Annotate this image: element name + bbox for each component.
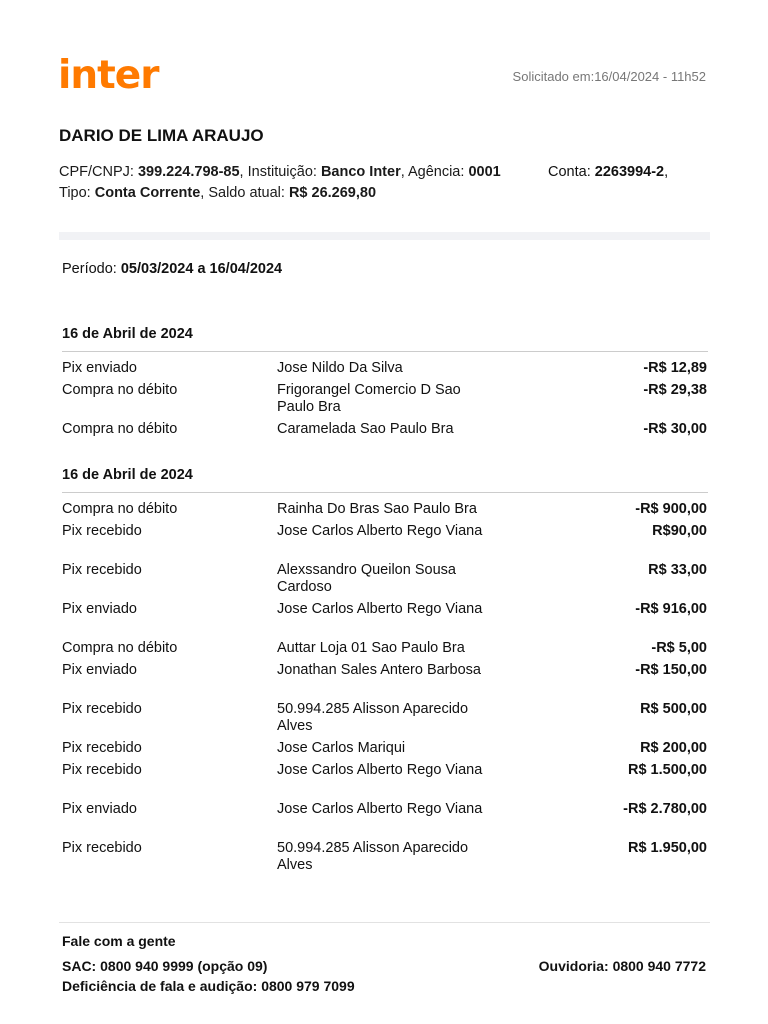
transaction-row <box>62 601 708 640</box>
section-date-title: 16 de Abril de 2024 <box>62 325 708 352</box>
transactions-section-1 <box>62 325 708 443</box>
transaction-amount: -R$ 12,89 <box>643 360 707 376</box>
sac-phone[interactable]: 0800 940 9999 (opção 09) <box>100 958 268 974</box>
footer-title: Fale com a gente <box>62 933 176 949</box>
accessibility-label: Deficiência de fala e audição: <box>62 978 262 994</box>
transaction-type: Pix recebido <box>62 701 142 717</box>
footer-sac <box>62 958 267 974</box>
transaction-type: Pix recebido <box>62 523 142 539</box>
agency-value: 0001 <box>468 164 501 180</box>
transaction-type: Pix recebido <box>62 740 142 756</box>
transaction-description: Jose Carlos Alberto Rego Viana <box>277 801 483 817</box>
institution-label: , Instituição: <box>239 164 321 180</box>
transaction-amount: R$ 33,00 <box>648 562 707 578</box>
transaction-row <box>62 562 708 601</box>
transaction-amount: R$ 1.950,00 <box>627 840 707 856</box>
period-label: Período: <box>62 261 121 277</box>
transaction-amount: -R$ 2.780,00 <box>623 801 707 817</box>
transaction-amount: R$ 200,00 <box>640 740 707 756</box>
ouvidoria-label: Ouvidoria: <box>538 958 613 974</box>
cpf-label: CPF/CNPJ: <box>59 164 138 180</box>
transaction-description: Jose Nildo Da Silva <box>277 360 403 376</box>
transactions-section-2 <box>62 466 708 879</box>
transaction-description: Jose Carlos Alberto Rego Viana <box>277 523 483 539</box>
transaction-row <box>62 501 708 523</box>
tipo-value: Conta Corrente <box>94 185 201 201</box>
transaction-amount: -R$ 5,00 <box>651 640 707 656</box>
account-holder-name: DARIO DE LIMA ARAUJO <box>59 126 264 145</box>
transaction-type: Pix enviado <box>62 601 137 617</box>
saldo-value: R$ 26.269,80 <box>288 185 377 201</box>
transaction-amount: R$ 1.500,00 <box>627 762 707 778</box>
footer-divider <box>59 922 710 923</box>
transaction-type: Compra no débito <box>62 421 178 437</box>
transaction-amount: -R$ 29,38 <box>643 382 707 398</box>
transaction-row <box>62 382 708 421</box>
transaction-description: Jose Carlos Alberto Rego Viana <box>277 762 483 778</box>
transaction-type: Pix enviado <box>62 662 137 678</box>
conta-suffix: , <box>664 164 669 180</box>
transaction-row <box>62 523 708 562</box>
period-line <box>62 261 282 277</box>
sac-label: SAC: <box>62 958 101 974</box>
conta-label: Conta: <box>548 164 595 180</box>
transaction-type: Compra no débito <box>62 501 178 517</box>
conta-value: 2263994-2 <box>594 164 665 180</box>
transaction-row <box>62 740 708 762</box>
transaction-description: Jonathan Sales Antero Barbosa <box>277 662 481 678</box>
transaction-description: Jose Carlos Mariqui <box>277 740 406 756</box>
account-info-line-1 <box>59 164 501 180</box>
transaction-description: 50.994.285 Alisson Aparecido Alves <box>277 701 469 734</box>
transaction-type: Pix enviado <box>62 801 137 817</box>
agency-label: , Agência: <box>400 164 469 180</box>
period-value: 05/03/2024 a 16/04/2024 <box>120 261 283 277</box>
transaction-description: Jose Carlos Alberto Rego Viana <box>277 601 483 617</box>
tipo-label: Tipo: <box>59 185 95 201</box>
account-number-line <box>548 164 668 180</box>
saldo-label: , Saldo atual: <box>200 185 289 201</box>
transaction-type: Pix enviado <box>62 360 137 376</box>
account-info-line-2 <box>59 185 376 201</box>
transaction-description: Caramelada Sao Paulo Bra <box>277 421 454 437</box>
footer-ouvidoria <box>539 958 706 974</box>
transaction-row <box>62 840 708 879</box>
institution-value: Banco Inter <box>320 164 401 180</box>
transactions-list <box>62 360 708 443</box>
transaction-description: Alexssandro Queilon Sousa Cardoso <box>277 562 456 595</box>
transaction-type: Pix recebido <box>62 840 142 856</box>
transaction-row <box>62 801 708 840</box>
cpf-value: 399.224.798-85 <box>137 164 240 180</box>
transaction-type: Compra no débito <box>62 382 178 398</box>
transaction-amount: -R$ 900,00 <box>635 501 707 517</box>
transaction-amount: -R$ 30,00 <box>643 421 707 437</box>
transaction-row <box>62 662 708 701</box>
transaction-row <box>62 640 708 662</box>
transaction-description: Auttar Loja 01 Sao Paulo Bra <box>277 640 465 656</box>
transaction-description: 50.994.285 Alisson Aparecido Alves <box>277 840 469 873</box>
transaction-amount: R$90,00 <box>652 523 707 539</box>
footer-accessibility <box>62 978 355 994</box>
transaction-description: Frigorangel Comercio D Sao Paulo Bra <box>277 382 461 415</box>
transaction-amount: -R$ 150,00 <box>635 662 707 678</box>
transactions-list <box>62 501 708 879</box>
requested-timestamp: Solicitado em:16/04/2024 - 11h52 <box>512 69 706 84</box>
transaction-row <box>62 421 708 443</box>
transaction-amount: R$ 500,00 <box>640 701 707 717</box>
transaction-row <box>62 360 708 382</box>
transaction-row <box>62 762 708 801</box>
transaction-type: Pix recebido <box>62 762 142 778</box>
transaction-type: Compra no débito <box>62 640 178 656</box>
transaction-description: Rainha Do Bras Sao Paulo Bra <box>277 501 477 517</box>
transaction-type: Pix recebido <box>62 562 142 578</box>
transaction-amount: -R$ 916,00 <box>635 601 707 617</box>
section-divider-bar <box>59 232 710 240</box>
accessibility-phone[interactable]: 0800 979 7099 <box>261 978 355 994</box>
inter-logo: inter <box>58 53 159 98</box>
ouvidoria-phone[interactable]: 0800 940 7772 <box>612 958 706 974</box>
transaction-row <box>62 701 708 740</box>
section-date-title: 16 de Abril de 2024 <box>62 466 708 493</box>
